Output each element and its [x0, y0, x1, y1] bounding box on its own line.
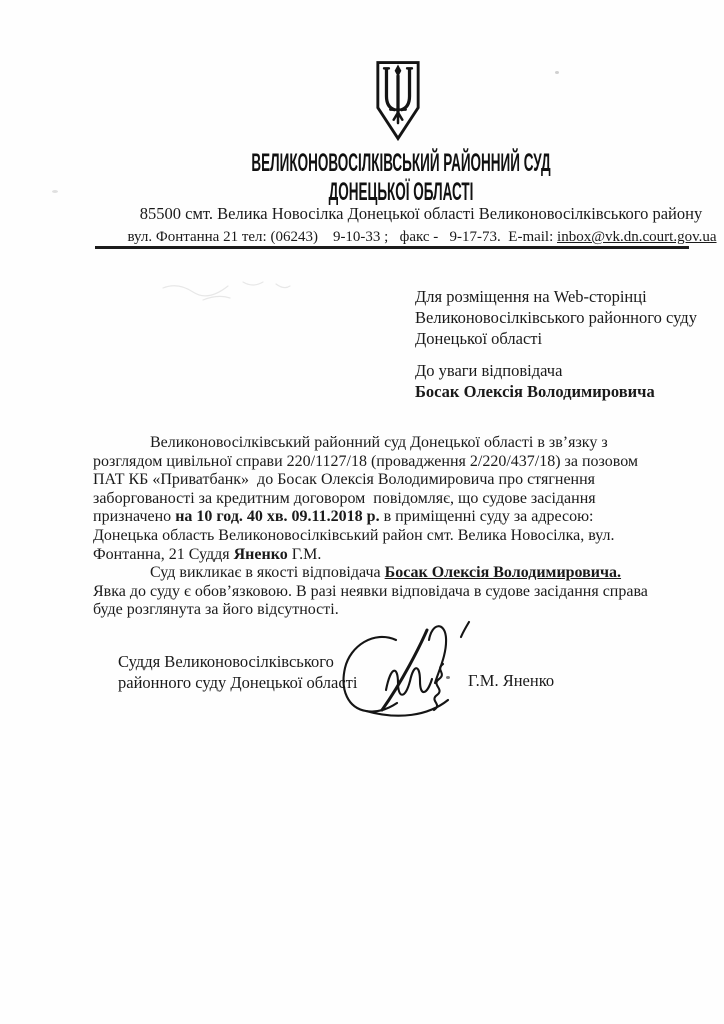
letterhead-divider-rule — [95, 246, 689, 249]
respondent-name: Босак Олексія Володимировича — [415, 382, 655, 401]
court-address: 85500 смт. Велика Новосілка Донецької області Великоновосілківського району — [139, 204, 703, 223]
attention-label: До уваги відповідача — [415, 361, 563, 380]
paragraph-summons: Суд викликає в якості відповідача Босак Олексія Володимировича. Явка до суду є обов’язковою. В разі неявки відповідача в судове засідання справа буде розглянута за його відсутності. — [93, 564, 652, 619]
handwritten-signature-icon — [330, 610, 482, 724]
judge-title-line2: районного суду Донецької області — [118, 673, 358, 692]
judge-name: Г.М. Яненко — [468, 671, 555, 690]
recipient-line-oblast: Донецької області — [415, 329, 543, 348]
notice-body — [93, 434, 653, 620]
judge-title-line1: Суддя Великоновосілківського — [118, 652, 334, 671]
ukraine-trident-emblem-icon — [374, 58, 422, 144]
recipient-block — [415, 286, 715, 402]
court-name-line1: ВЕЛИКОНОВОСІЛКІВСЬКИЙ РАЙОННИЙ СУД — [251, 149, 551, 177]
recipient-line-web: Для розміщення на Web-сторінці — [415, 287, 647, 306]
recipient-line-court: Великоновосілківського районного суду — [415, 308, 697, 327]
spacer — [415, 349, 715, 360]
scan-speck-artifact — [555, 71, 559, 74]
court-contact-line: вул. Фонтанна 21 тел: (06243) 9-10-33 ; факс - 9-17-73. E-mail: inbox@vk.dn.court.gov.ua — [127, 229, 717, 245]
court-letterhead — [0, 149, 724, 206]
paragraph-hearing-notice: Великоновосілківський районний суд Донецької області в зв’язку з розглядом цивільної справи 220/1127/18 (провадження 2/220/437/18) за позовом ПАТ КБ «Приватбанк» до Босак Олексія Володимировича про стягнення заборгованості за кредитним договором повідомляє, що судове засідання призначено на 10 год. 40 хв. 09.11.2018 р. в приміщенні суду за адресою: Донецька область Великоновосілківський район смт. Велика Новосілка, вул. Фонтанна, 21 Суддя Яненко Г.М. — [93, 434, 643, 563]
court-name-line2: ДОНЕЦЬКОЇ ОБЛАСТІ — [328, 177, 474, 206]
judge-title-block — [118, 651, 357, 693]
scan-smudge-artifact — [158, 272, 308, 308]
